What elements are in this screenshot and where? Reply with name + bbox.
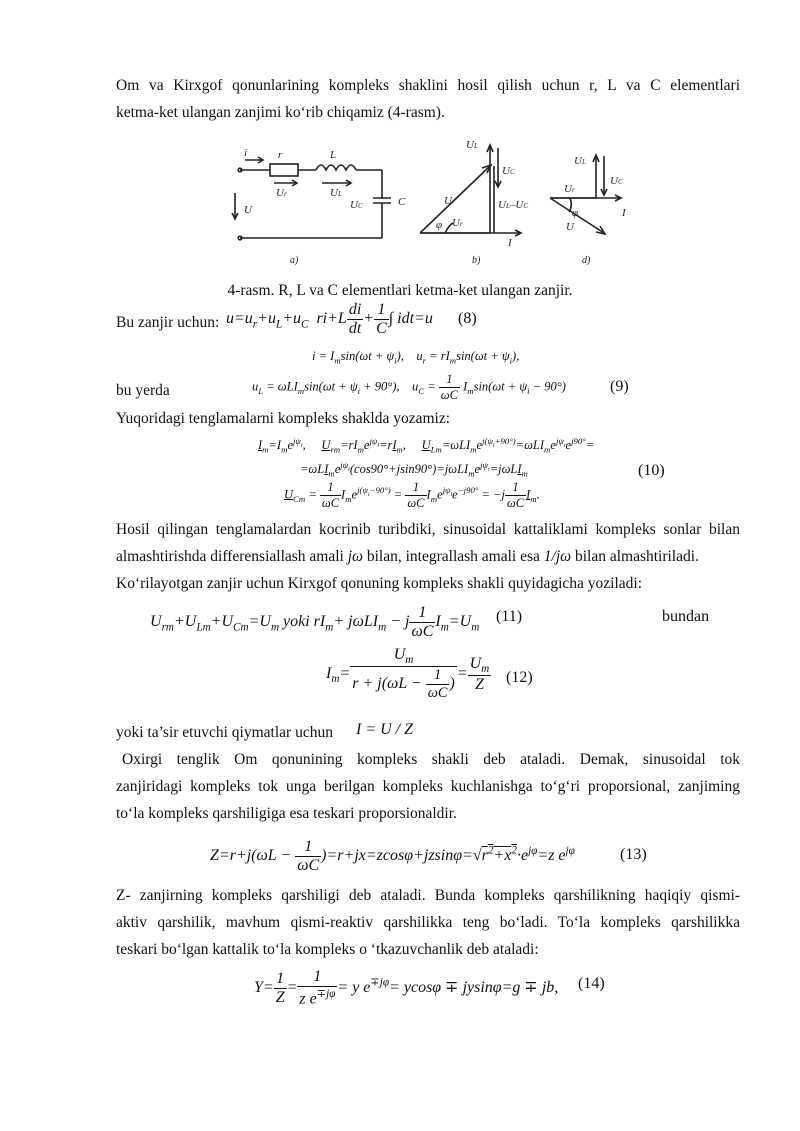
figure-caption: 4-rasm. R, L va C elementlari ketma-ket ulangan zanjir.: [227, 282, 573, 299]
equation-9-line-2: $u_L = \omega LI_m\sin(\omega t + \psi_i + 90^\circ)$, $u_C$ = $\frac{1}{\omega C}$ $I_m\sin(\omega t + \psi_i - 90^\circ)$: [252, 372, 566, 402]
eq8-number: (8): [458, 310, 477, 327]
svg-text:b): b): [472, 255, 481, 266]
para-hosil-line-1: Hosil qilingan tenglamalardan kocrinib turibdiki, sinusoidal kattaliklami kompleks sonlar bilan: [116, 521, 740, 538]
intro-line-1: Om va Kirxgof qonunlarining kompleks shaklini hosil qilish uchun r, L va C elementlari: [116, 77, 740, 94]
eq9-number: (9): [610, 378, 629, 395]
svg-text:I: I: [508, 237, 512, 249]
svg-text:U: U: [244, 204, 252, 216]
eq13-number: (13): [620, 846, 647, 863]
svg-text:r: r: [278, 149, 283, 161]
equation-11: $U_{rm}+U_{Lm}+U_{Cm}=U_m$ yoki $rI_m+ j\omega LI_m - j$ $\frac{1}{\omega C}$ $I_m=U_m$: [150, 604, 480, 640]
svg-text:Ur: Ur: [452, 217, 463, 229]
svg-text:UL: UL: [466, 139, 478, 151]
svg-text:φ: φ: [436, 219, 443, 231]
svg-text:UL–UC: UL–UC: [498, 199, 528, 211]
line-yoki: yoki ta’sir etuvchi qiymatlar uchun: [116, 724, 333, 741]
circuit-figure: [230, 138, 650, 273]
para-hosil-line-3: Ko‘rilayotgan zanjir uchun Kirxgof qonuning kompleks shakli quyidagicha yoziladi:: [116, 575, 643, 592]
equation-13: Z=r+j(ωL − $\frac{1}{\omega C}$ )$=r+jx=zcos\varphi+jzsin\varphi=√r^2+x^2\cdot e^{j\varphi}=z$ $e^{j\varphi}$: [210, 838, 575, 874]
svg-text:UC: UC: [350, 199, 363, 211]
equation-10-line-3: $U_{Cm}$ = $\frac{1}{\omega C}$ $I_me^{j(\psi_i-90^\circ)}$ = $\frac{1}{\omega C}$ $I_me^{j\psi_i}e^{-j90^\circ} = -j$ $\frac{1}{\omega C}$ $I_m$.: [284, 480, 540, 510]
svg-text:φ: φ: [572, 207, 579, 219]
eq12-number: (12): [506, 669, 533, 686]
equation-12: $I_m=$ $U_m$ r + j(ωL − $\frac{1}{\omega C}$ ) = $\frac{U_m}{Z}$: [326, 646, 490, 702]
line-yoki-eq: I = U / Z: [356, 721, 414, 738]
para-z-line-2: aktiv qarshilik, mavhum qismi-reaktiv qarshilikka teng bo‘ladi. To‘la kompleks qarshilikka: [116, 914, 740, 931]
equation-9-line-1: $i = I_m\sin(\omega t + \psi_i)$, $u_r = rI_m\sin(\omega t + \psi_i)$,: [312, 349, 520, 366]
svg-text:d): d): [582, 255, 591, 266]
svg-text:UL: UL: [330, 187, 342, 199]
svg-text:Ur: Ur: [276, 187, 287, 199]
svg-text:I: I: [622, 207, 626, 219]
para-oxirgi-line-2: zanjiridagi kompleks tok unga berilgan kompleks kuchlanishga to‘g‘ri proporsional, zanjiming: [116, 778, 740, 795]
para-hosil-line-2: almashtirishda differensiallash amali jω bilan, integrallash amali esa 1/jω bilan almashtiriladi.: [116, 548, 699, 565]
eq8-prefix: Bu zanjir uchun:: [116, 314, 220, 331]
svg-text:UC: UC: [610, 175, 623, 187]
para-z-line-3: teskari bo‘lgan kattalik to‘la kompleks o ‘tkazuvchanlik deb ataladi:: [116, 941, 539, 958]
para-z-line-1: Z- zanjirning kompleks qarshiligi deb ataladi. Bunda kompleks qarshilikning haqiqiy qismi-: [116, 887, 740, 904]
eq10-number: (10): [638, 462, 665, 479]
eq11-number: (11): [496, 608, 523, 625]
eq11-after: bundan: [662, 608, 710, 625]
para-oxirgi-line-3: to‘la kompleks qarshiligiga esa teskari proporsionaldir.: [116, 805, 457, 822]
svg-text:UL: UL: [574, 155, 586, 167]
svg-text:L: L: [330, 149, 337, 161]
intro-line-2: ketma-ket ulangan zanjimi ko‘rib chiqamiz (4-rasm).: [116, 104, 445, 121]
equation-14: Y= $\frac{1}{Z}$ = $\frac{1}{z e^{\mp j\varphi}}$ = y $e^{\mp j\varphi}= ycos\varphi \mp jysin\varphi=g$ ∓ jb,: [254, 968, 559, 1008]
eq9-label: bu yerda: [116, 382, 170, 399]
equation-8: $u=u_r+u_L+u_C$ ri+L $\frac{di}{dt}$ + $\frac{1}{C}$ ∫ idt=u: [226, 301, 433, 337]
svg-text:U: U: [444, 195, 452, 207]
para-complex: Yuqoridagi tenglamalarni kompleks shaklda yozamiz:: [116, 410, 451, 427]
para-oxirgi-line-1: Oxirgi tenglik Om qonunining kompleks shakli deb ataladi. Demak, sinusoidal tok: [122, 751, 740, 768]
svg-text:a): a): [290, 255, 299, 266]
equation-10-line-2: $=\omega LI_me^{j\psi_i}(\cos 90^\circ+jsin90^\circ)=j\omega LI_me^{j\psi_i}=j\omega LI_m$: [300, 460, 528, 479]
svg-text:U: U: [566, 221, 574, 233]
svg-text:Ur: Ur: [564, 183, 575, 195]
eq14-number: (14): [578, 975, 605, 992]
svg-text:i: i: [244, 147, 248, 159]
svg-text:C: C: [398, 196, 406, 208]
equation-10-line-1: $I_m=I_me^{j\psi_i}$, $U_{rm}=rI_me^{j\psi_i}=rI_m$, $U_{Lm}=\omega LI_me^{j(\psi_i+90^\circ)}=\omega LI_me^{j\psi_i}e^{j90^\circ}=$: [258, 436, 595, 455]
svg-text:UC: UC: [502, 165, 515, 177]
